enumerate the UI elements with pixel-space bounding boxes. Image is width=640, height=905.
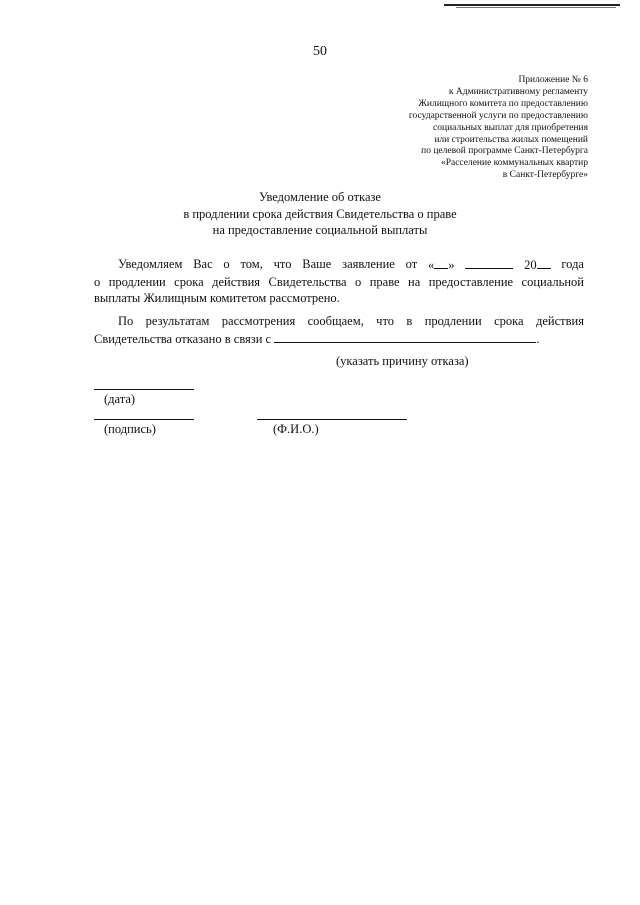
word: продлении: [424, 314, 482, 328]
word: срока: [494, 314, 524, 328]
word: Ваше: [302, 257, 332, 271]
date-line[interactable]: [94, 389, 194, 390]
paragraph-line: [94, 330, 584, 348]
word: Свидетельства: [268, 274, 347, 289]
scan-artifact-line: [444, 4, 620, 6]
word: социальной: [521, 274, 584, 289]
paragraph-line: выплаты Жилищным комитетом рассмотрено.: [94, 291, 340, 305]
document-title: [0, 189, 640, 239]
paragraph-line: [94, 313, 584, 330]
word: Уведомляем: [118, 257, 183, 271]
appendix-header: [409, 75, 588, 182]
appendix-line: в Санкт-Петербурге»: [502, 170, 588, 181]
day-blank-field[interactable]: [434, 256, 448, 269]
scan-artifact-line: [456, 7, 616, 8]
paragraph-line: [94, 256, 584, 274]
signature-caption: (подпись): [104, 422, 156, 436]
application-date-day: [428, 256, 455, 274]
word: года: [561, 257, 584, 271]
full-name-line[interactable]: [257, 419, 407, 420]
full-name-caption: (Ф.И.О.): [273, 422, 319, 436]
word: предоставление: [428, 274, 514, 289]
application-date-year: [524, 256, 551, 274]
quote-close: »: [448, 258, 455, 272]
word: о: [355, 274, 362, 289]
notification-paragraph: [94, 256, 584, 307]
title-line: на предоставление социальной выплаты: [212, 223, 428, 237]
word: что: [376, 314, 394, 328]
title-line: Уведомление об отказе: [259, 190, 381, 204]
month-blank-field[interactable]: [465, 256, 513, 269]
refusal-reason-field[interactable]: [274, 330, 536, 343]
signature-line[interactable]: [94, 419, 194, 420]
word: на: [408, 274, 421, 289]
word: рассмотрения: [221, 314, 296, 328]
appendix-line: Приложение № 6: [518, 75, 588, 85]
refusal-text: Свидетельства отказано в связи с: [94, 331, 272, 346]
appendix-line: Жилищного комитета по предоставлению: [418, 98, 588, 109]
appendix-line: по целевой программе Санкт-Петербурга: [421, 146, 588, 157]
page-number: 50: [313, 44, 327, 59]
word: в: [406, 314, 413, 328]
word: заявление: [342, 257, 395, 271]
date-caption: (дата): [104, 392, 136, 406]
word: от: [405, 257, 418, 271]
word: результатам: [145, 314, 210, 328]
reason-hint: (указать причину отказа): [336, 354, 469, 368]
word: действия: [212, 274, 261, 289]
year-prefix: 20: [524, 258, 537, 272]
appendix-line: «Расселение коммунальных квартир: [440, 158, 588, 169]
paragraph-line: [94, 274, 584, 291]
appendix-line: социальных выплат для приобретения: [433, 122, 588, 133]
word: Вас: [193, 257, 213, 271]
word: продлении: [108, 274, 166, 289]
word: срока: [174, 274, 204, 289]
result-paragraph: [94, 313, 584, 347]
appendix-line: или строительства жилых помещений: [434, 134, 588, 145]
appendix-line: государственной услуги по предоставлению: [408, 110, 588, 121]
year-blank-field[interactable]: [537, 256, 551, 269]
word: о: [223, 257, 230, 271]
word: праве: [369, 274, 400, 289]
word: По: [118, 314, 134, 328]
appendix-line: к Административному регламенту: [448, 86, 588, 97]
word: о: [94, 274, 101, 289]
word: сообщаем,: [307, 314, 364, 328]
word: том,: [240, 257, 263, 271]
word: действия: [536, 314, 584, 328]
period: .: [536, 331, 540, 346]
word: что: [273, 257, 292, 271]
quote-open: «: [427, 258, 435, 272]
title-line: в продлении срока действия Свидетельства о праве: [183, 206, 457, 221]
